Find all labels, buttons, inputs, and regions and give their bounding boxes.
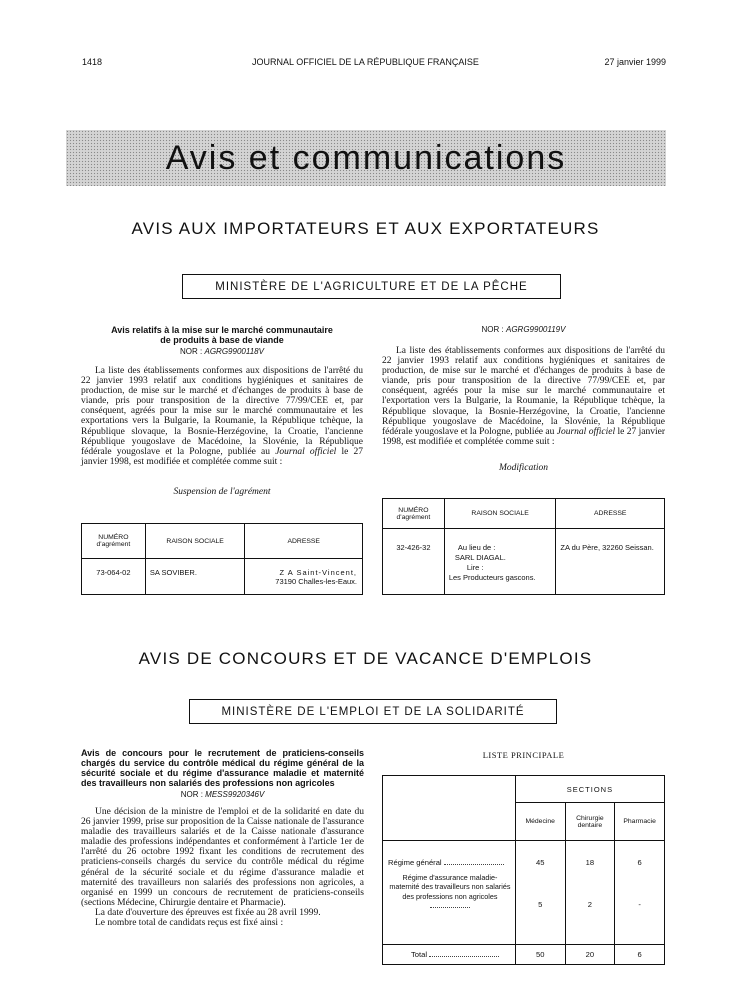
suspension-subheading: Suspension de l'agrément [173,486,271,497]
cell-adresse [245,559,363,595]
concours-paragraph [81,807,364,928]
value: 45 [535,858,545,867]
liste-principale-table [382,775,665,965]
dot-leader [444,859,504,865]
banner-title: Avis et communications [165,138,567,177]
raison-line: Au lieu de : [457,543,496,552]
cell-pharmacie [615,841,665,945]
liste-principale-title: LISTE PRINCIPALE [482,750,565,760]
col-pharmacie-header: Pharmacie [615,803,665,841]
label-text: Régime d'assurance maladie-maternité des travailleurs non salariés des professions non agricoles [389,872,511,901]
row-labels [383,841,516,945]
section-heading-concours: AVIS DE CONCOURS ET DE VACANCE D'EMPLOIS [138,649,593,668]
nor-reference [382,325,665,334]
journal-title: JOURNAL OFFICIEL DE LA RÉPUBLIQUE FRANÇAISE [252,57,479,67]
cell-chirurgie [565,841,615,945]
cell-total-pharmacie: 6 [615,945,665,965]
paragraph-text: Le nombre total de candidats reçus est fixé ainsi : [95,918,284,929]
nor-value: MESS9920346V [205,790,265,799]
section-banner [66,130,666,186]
label-text: Régime général [388,858,442,867]
empty-corner-cell [383,776,516,841]
cell-adresse: ZA du Père, 32260 Seissan. [556,529,665,595]
paragraph-text: La liste des établissements conformes aux dispositions de l'arrêté du 22 janvier 1993 relatif aux conditions hygiéniques et sanitaires de production, de mise sur le marché et d'échanges de produits à base de viande, pris pour transposition de la directive 77/99/CEE et, par conséquent, agréés pour la mise sur le marché communautaire et l'exportation vers la Bulgarie, la Roumanie, la République tchèque, la République slovaque, la Bosnie-Herzégovine, la Croatie, l'ancienne République yougoslave de Macédoine, la Slovénie, la République fédérale yougoslave et la Pologne, publiée au [382,346,665,437]
avis-paragraph [81,366,363,467]
table-row [82,559,363,595]
paragraph-text-end: le 27 janvier 1998, est modifiée et complétée comme suit : [382,426,666,447]
nor-value: AGRG9900118V [204,347,264,356]
section-heading-importateurs: AVIS AUX IMPORTATEURS ET AUX EXPORTATEURS [131,219,600,238]
paragraph-text: La date d'ouverture des épreuves est fixée au 28 avril 1999. [95,907,321,918]
modification-subheading: Modification [498,462,549,473]
cell-total-medecine: 50 [515,945,565,965]
journal-officiel-italic: Journal officiel [556,426,616,437]
ministry-name: MINISTÈRE DE L'EMPLOI ET DE LA SOLIDARITÉ [221,705,525,718]
col-adresse-header: ADRESSE [245,524,363,559]
label-regime-general [388,858,512,868]
avis-left-column [81,325,363,497]
table-row-total [383,945,665,965]
label-regime-assurance [388,873,512,911]
modification-table [382,498,665,595]
nor-label: NOR : [180,347,203,356]
avis-paragraph [382,346,665,447]
nor-reference [81,347,363,356]
col-numero-header: NUMÉRO d'agrément [82,524,146,559]
nor-label: NOR : [180,790,203,799]
nor-value: AGRG9900119V [506,325,566,334]
raison-line: Lire : [466,563,484,572]
ministry-name: MINISTÈRE DE L'AGRICULTURE ET DE LA PÊCHE [215,280,528,293]
ministry-box-agriculture [182,274,561,299]
ministry-box-emploi [189,699,557,724]
page-number: 1418 [82,57,103,67]
nor-label: NOR : [481,325,504,334]
cell-medecine [515,841,565,945]
journal-officiel-italic: Journal officiel [275,446,337,457]
concours-left-column [81,748,364,928]
col-raison-header: RAISON SOCIALE [145,524,245,559]
col-raison-header: RAISON SOCIALE [444,499,556,529]
value: 6 [637,858,642,867]
nor-reference [81,790,364,799]
avis-title [81,325,363,345]
avis-right-column [382,325,665,473]
label-total [383,945,516,965]
table-row [383,529,665,595]
col-chirurgie-header: Chirurgie dentaire [565,803,615,841]
raison-line: Les Producteurs gascons. [448,573,536,582]
sections-header: SECTIONS [515,776,664,803]
avis-title-line: Avis relatifs à la mise sur le marché communautaire [111,325,333,335]
cell-raison [444,529,556,595]
paragraph-text: Une décision de la ministre de l'emploi et de la solidarité en date du 26 janvier 1999, prise sur proposition de la Caisse nationale de l'assurance maladie des travailleurs salariés et de la Caisse nationale d'assurance maladie des professions indépendantes et conformément à l'article 1er de l'arrêté du 26 octobre 1992 fixant les conditions de recrutement des praticiens-conseils chargés du service du contrôle médical du régime général de la sécurité sociale et du régime d'assurance maladie et maternité des travailleurs non salariés des professions non agricoles, a organisé en 1999 un concours de recrutement de praticiens-conseils (sections Médecine, Chirurgie dentaire et Pharmacie). [81,807,364,908]
dot-leader [429,951,499,957]
adresse-line: Z A Saint-Vincent, [279,568,357,577]
raison-line: SARL DIAGAL. [454,553,506,562]
paragraph-text-end: le 27 janvier 1998, est modifiée et complétée comme suit : [81,446,364,467]
table-row [383,841,665,945]
label-text: Total [411,950,428,959]
avis-title-line: de produits à base de viande [160,335,284,345]
paragraph-text: La liste des établissements conformes aux dispositions de l'arrêté du 22 janvier 1993 relatif aux conditions hygiéniques et sanitaires de production, de mise sur le marché et d'échanges de produits à base de viande, pris pour transposition de la directive 77/99/CEE et, par conséquent, agréés pour la mise sur le marché communautaire et les exportations vers la Bulgarie, la Roumanie, la République tchèque, la République slovaque, la Bosnie-Herzégovine, la Croatie, l'ancienne République yougoslave de Macédoine, la Slovénie, la République fédérale yougoslave et la Pologne, publiée au [81,366,363,457]
concours-title: Avis de concours pour le recrutement de praticiens-conseils chargés du service du contrôle médical du régime général de la sécurité sociale et du régime d'assurance maladie et maternité des travailleurs non salariés des professions non agricoles [81,748,364,788]
cell-raison: SA SOVIBER. [145,559,245,595]
cell-numero: 73-064-02 [82,559,146,595]
issue-date: 27 janvier 1999 [604,57,666,67]
col-medecine-header: Médecine [515,803,565,841]
col-numero-header: NUMÉRO d'agrément [383,499,445,529]
value: - [638,900,641,909]
suspension-table [81,523,363,595]
dot-leader [430,902,470,908]
value: 2 [587,900,592,909]
cell-total-chirurgie: 20 [565,945,615,965]
adresse-line: 73190 Challes-les-Eaux. [275,577,357,586]
value: 18 [585,858,595,867]
col-adresse-header: ADRESSE [556,499,665,529]
value: 5 [538,900,543,909]
cell-numero: 32-426-32 [383,529,445,595]
